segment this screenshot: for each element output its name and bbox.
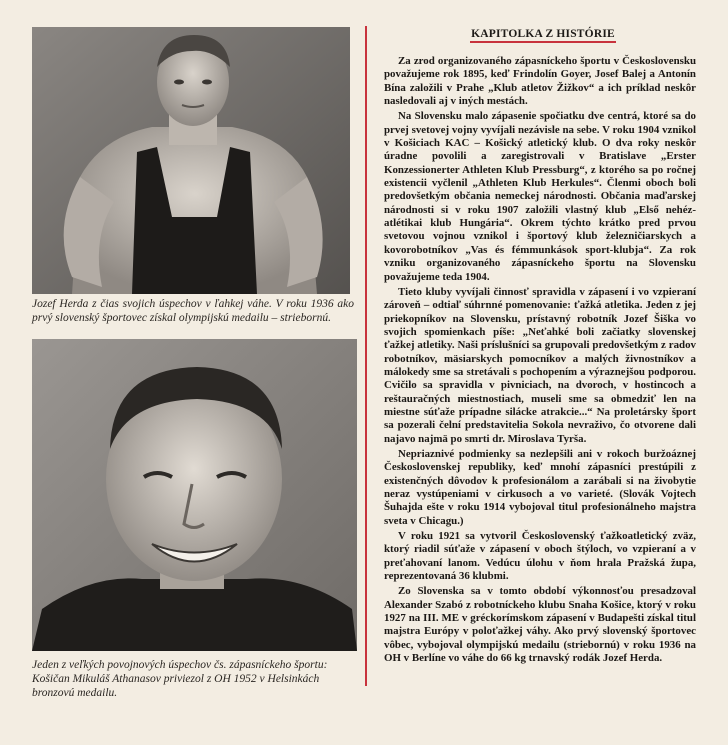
article-body [384,55,696,667]
wrestler-herda-photo [32,27,350,294]
title-underline [470,41,616,43]
article-title [470,27,616,44]
portrait-photo-icon [32,27,350,294]
portrait-photo-icon [32,339,357,651]
athanasov-portrait-photo [32,339,357,651]
photo2-caption [32,658,354,701]
red-column-divider [365,26,367,686]
article-paragraph: V roku 1921 sa vytvoril Československý ťažkoatletický zväz, ktorý riadil súťaže v zápasení v oboch štýloch, vo vzpieraní a v preťahovaní lanom. Vedúcu úlohu v ňom hrala Pražská župa, reprezentovaná 36 klubmi. [384,530,696,583]
photo2-caption-line2: Košičan Mikuláš Athanasov priviezol z OH 1952 v Helsinkách bronzovú medailu. [32,673,320,700]
photo2-caption-line1: Jeden z veľkých povojnových úspechov čs. zápasníckeho športu: [32,659,328,671]
article-paragraph: Tieto kluby vyvíjali činnosť spravidla v zápasení i vo vzpieraní zároveň – odtiaľ súhrnné pomenovanie: ťažká atletika. Jeden z jej priekopníkov na Slovensku, prístavný robotník Jozef Šiška vo svojich spomienkach píše: „Neťahké boli začiatky slovenskej ťažkej atletiky. Naši príslušníci sa grupovali predovšetkým z radov robotníkov, mäsiarskych pomocníkov a malých živnostníkov a málokedy sme sa stretávali s pochopením a výraznejšou podporou. Cvičilo sa spravidla v pivniciach, na dvoroch, v hostincoch a reštauračných miestnostiach, museli sme sa obmedziť len na miestne súťaže prípadne silácke atrakcie...“ Na proletársky šport sa pozerali čelní predstavitelia Sokola nevraživo, čo otvorene dali najavo najmä po smrti dr. Miroslava Tyrša. [384,285,696,445]
article-paragraph: Za zrod organizovaného zápasníckeho športu v Československu považujeme rok 1895, keď Frindolín Goyer, Josef Balej a Antonín Bína založili v Prahe „Klub atletov Žižkov“ a ich príklad neskôr nasledovali aj v iných mestách. [384,55,696,108]
article-paragraph: Nepriaznivé podmienky sa nezlepšili ani v rokoch buržoáznej Československej republiky, keď mnohí zápasníci prestúpili z existenčných dôvodov k profesionálom a zarábali si na živobytie neraz vystúpeniami v cirkusoch a vo varieté. (Slovák Vojtech Šuhajda ešte v roku 1914 vybojoval titul profesionálneho majstra sveta v Chicagu.) [384,447,696,527]
article-paragraph: Zo Slovenska sa v tomto období výkonnosťou presadzoval Alexander Szabó z robotníckeho klubu Snaha Košice, ktorý v roku 1927 na III. ME v gréckorímskom zápasení v Budapešti získal titul majstra Európy v poloťažkej váhy. Ako prvý slovenský športovec vôbec, vybojoval olympijskú medailu (striebornú) v roku 1936 na OH v Berlíne vo váhe do 66 kg trnavský rodák Jozef Herda. [384,585,696,665]
article-title-text: KAPITOLKA Z HISTÓRIE [471,28,615,40]
photo1-caption [32,297,354,325]
photo1-caption-text: Jozef Herda z čias svojich úspechov v ľahkej váhe. V roku 1936 ako prvý slovenský športovec získal olympijskú medailu – striebornú. [32,298,354,325]
article-paragraph: Na Slovensku malo zápasenie spočiatku dve centrá, ktoré sa do prvej svetovej vojny vyvíjali nezávisle na sebe. V roku 1904 vznikol v Košiciach KAC – Košický atletický klub. O dva roky neskôr úradne povolili a zaregistrovali v Bratislave „Erster Konzessionerter Athleten Klub Pressburg“, z ktorého sa po ročnej existencii vyčlenil „Athleten Klub Herkules“. Členmi oboch boli predovšetkým občania nemeckej národnosti. Občania maďarskej národnosti si v roku 1907 založili vlastný klub „Első nehéz-atlétikai klub Hungária“. Okrem týchto krátko pred prvou svetovou vojnou vznikol i športový klub železničiarskych a kovorobotníkov „Vas és fémmunkások sport-klubja“. Za rok vzniku organizovaného zápasníckeho športu na Slovensku považujeme teda 1904. [384,110,696,283]
